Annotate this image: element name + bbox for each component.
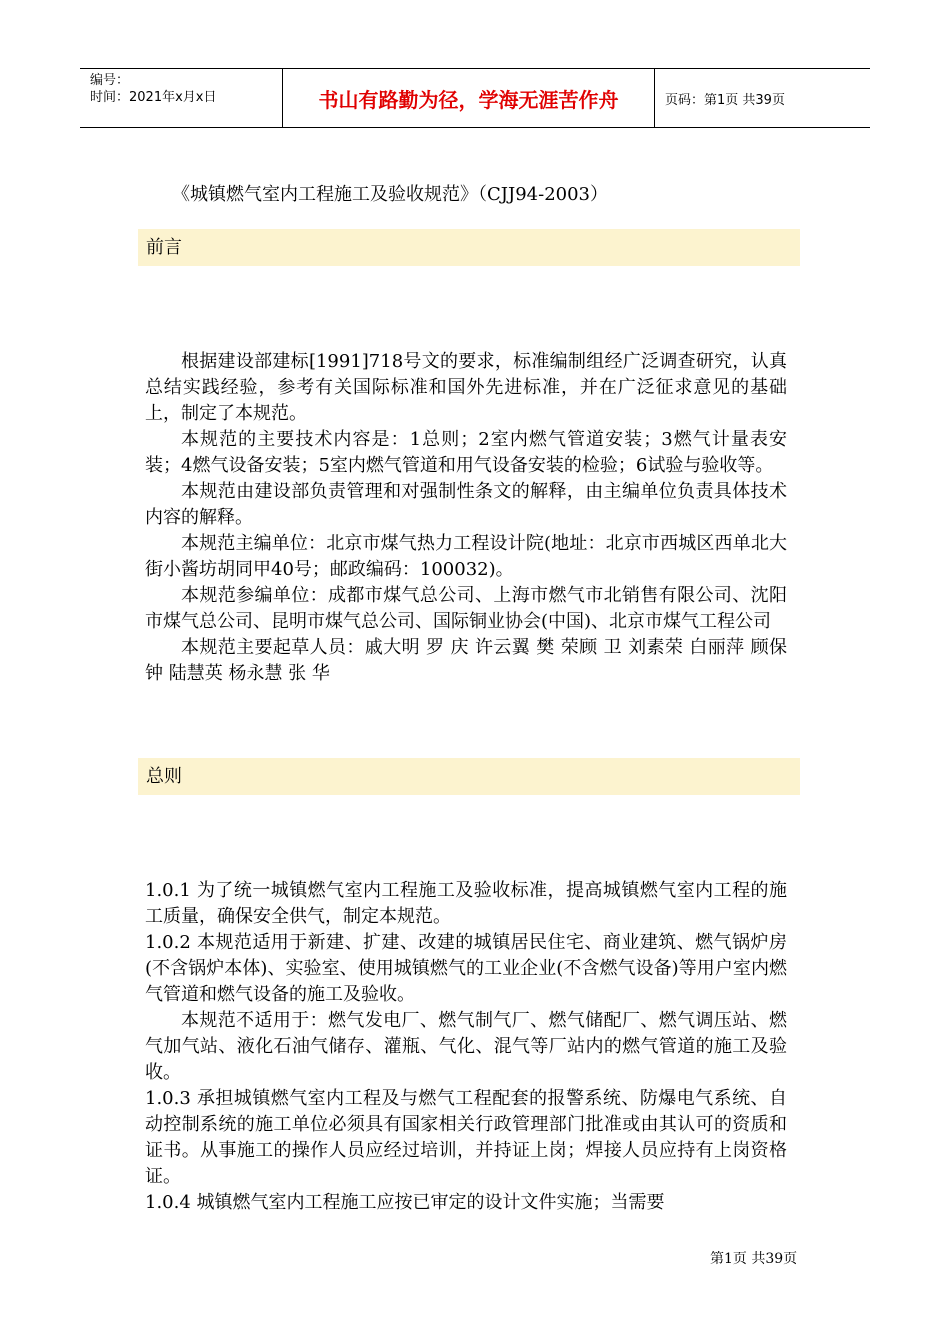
header-motto: 书山有路勤为径，学海无涯苦作舟 [283, 69, 655, 127]
header-time-label: 时间：2021年x月x日 [90, 90, 217, 105]
section-heading-intro: 前言 [138, 229, 800, 266]
header-number-label: 编号： [90, 73, 130, 88]
header-page-info: 页码：第1页 共39页 [665, 92, 785, 108]
section-body-general [145, 878, 787, 1216]
clause-paragraph: 本规范不适用于：燃气发电厂、燃气制气厂、燃气储配厂、燃气调压站、燃气加气站、液化石油气储存、灌瓶、气化、混气等厂站内的燃气管道的施工及验收。 [145, 1010, 787, 1083]
paragraph: 本规范主要起草人员：戚大明 罗 庆 许云翼 樊 荣顾 卫 刘素荣 白丽萍 顾保钟 陆慧英 杨永慧 张 华 [145, 637, 787, 684]
clause-paragraph: 1.0.3 承担城镇燃气室内工程及与燃气工程配套的报警系统、防爆电气系统、自动控制系统的施工单位必须具有国家相关行政管理部门批准或由其认可的资质和证书。从事施工的操作人员应经过培训，并持证上岗；焊接人员应持有上岗资格证。 [145, 1088, 787, 1187]
paragraph: 本规范的主要技术内容是：1总则；2室内燃气管道安装；3燃气计量表安装；4燃气设备安装；5室内燃气管道和用气设备安装的检验；6试验与验收等。 [145, 429, 787, 476]
clause-paragraph: 1.0.1 为了统一城镇燃气室内工程施工及验收标准，提高城镇燃气室内工程的施工质量，确保安全供气，制定本规范。 [145, 880, 787, 927]
paragraph: 根据建设部建标[1991]718号文的要求，标准编制组经广泛调查研究，认真总结实践经验，参考有关国际标准和国外先进标准，并在广泛征求意见的基础上，制定了本规范。 [145, 351, 787, 424]
page-header [80, 68, 870, 128]
paragraph: 本规范参编单位：成都市煤气总公司、上海市燃气市北销售有限公司、沈阳市煤气总公司、昆明市煤气总公司、国际铜业协会(中国)、北京市煤气工程公司 [145, 585, 787, 632]
paragraph: 本规范由建设部负责管理和对强制性条文的解释，由主编单位负责具体技术内容的解释。 [145, 481, 787, 528]
document-title: 《城镇燃气室内工程施工及验收规范》（CJJ94-2003） [172, 184, 608, 205]
page-footer: 第1页 共39页 [710, 1251, 798, 1267]
clause-paragraph: 1.0.4 城镇燃气室内工程施工应按已审定的设计文件实施；当需要 [145, 1192, 665, 1213]
clause-paragraph: 1.0.2 本规范适用于新建、扩建、改建的城镇居民住宅、商业建筑、燃气锅炉房(不含锅炉本体)、实验室、使用城镇燃气的工业企业(不含燃气设备)等用户室内燃气管道和燃气设备的施工及验收。 [145, 932, 787, 1005]
section-heading-general: 总则 [138, 758, 800, 795]
section-body-intro [145, 349, 787, 687]
paragraph: 本规范主编单位：北京市煤气热力工程设计院(地址：北京市西城区西单北大街小酱坊胡同甲40号；邮政编码：100032)。 [145, 533, 787, 580]
header-meta-cell [80, 69, 283, 127]
